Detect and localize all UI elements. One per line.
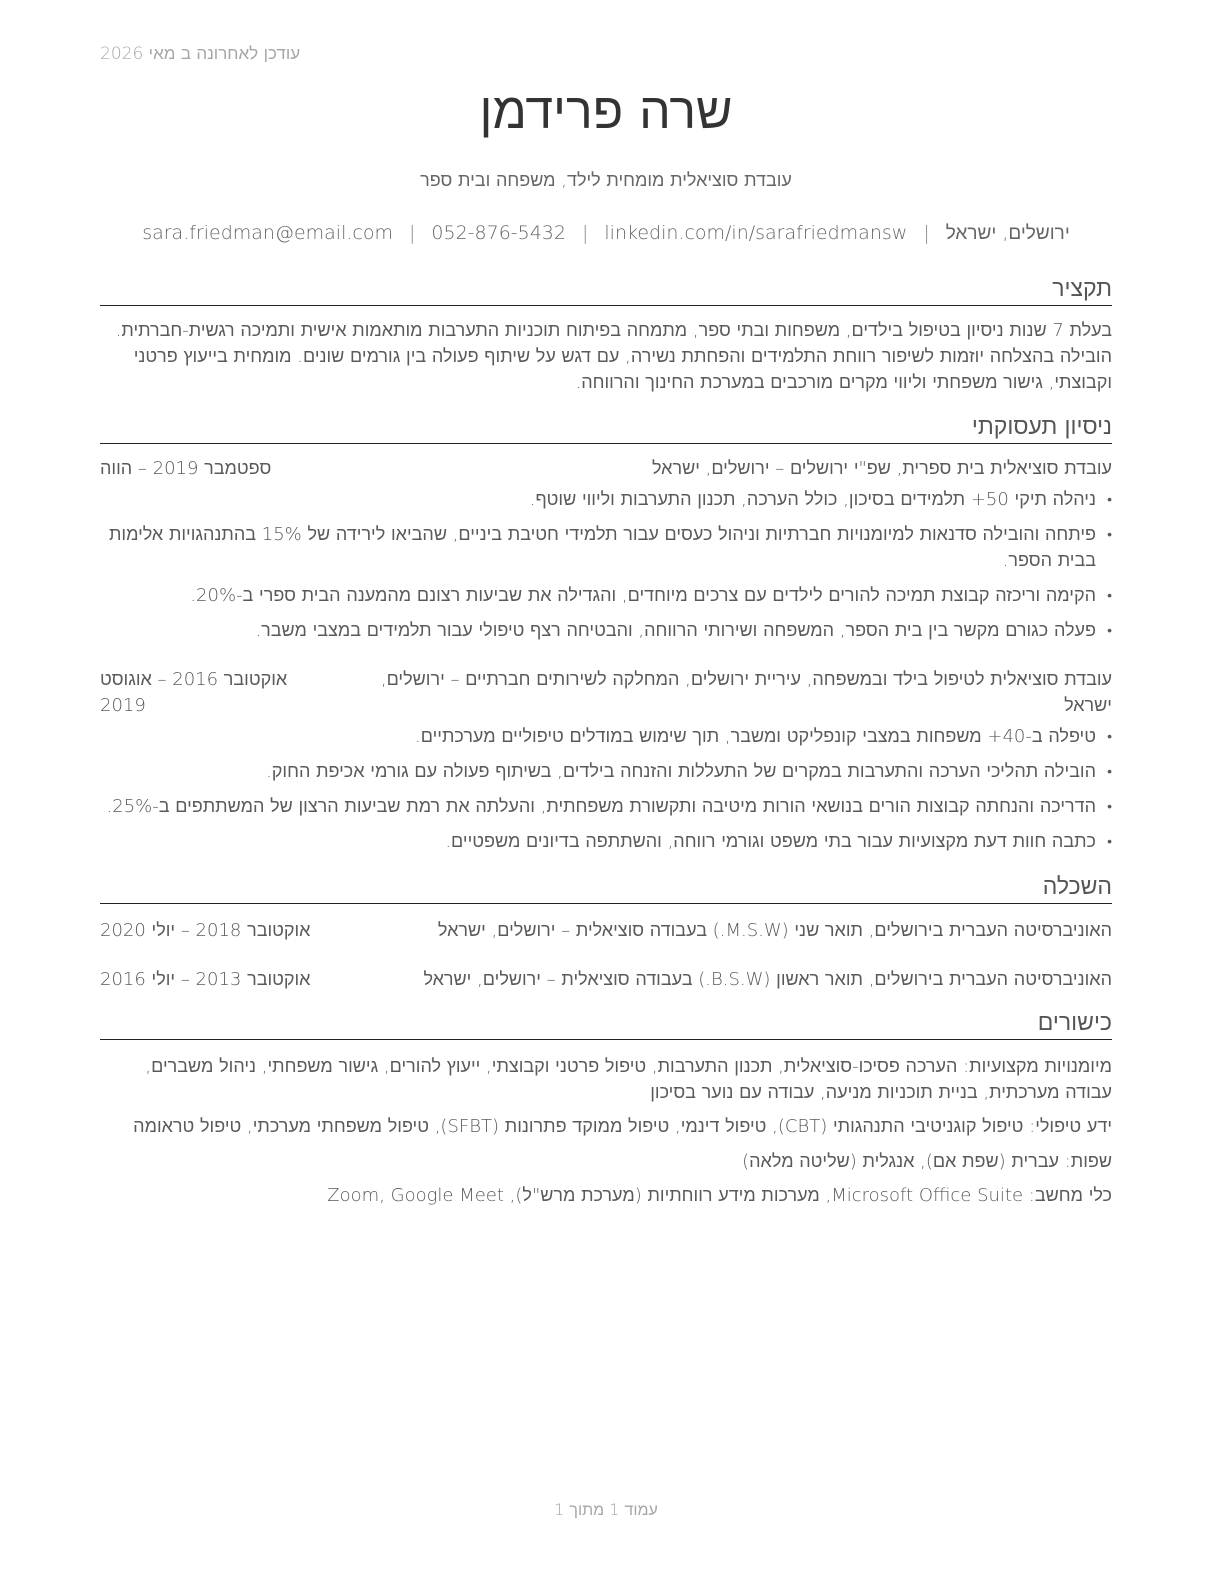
contact-separator: | [923,222,930,244]
education-1-dates: אוקטובר 2018 – יולי 2020 [100,920,311,941]
list-item: • פעלה כגורם מקשר בין בית הספר, המשפחה ושירותי הרווחה, והבטיחה רצף טיפולי עבור תלמידים במצבי משבר. [100,618,1112,644]
education-row-1 [100,918,1112,944]
list-item: • הקימה וריכזה קבוצת תמיכה להורים לילדים עם צרכים מיוחדים, והגדילה את שביעות רצונם מהמענה הבית ספרי ב-20%. [100,583,1112,609]
last-updated: עודכן לאחרונה ב מאי 2026 [100,44,301,64]
list-item: • ניהלה תיקי 50+ תלמידים בסיכון, כולל הערכה, תכנון התערבות וליווי שוטף. [100,487,1112,513]
candidate-name: שרה פרידמן [479,82,733,140]
skill-therapeutic: ידע טיפולי: טיפול קוגניטיבי התנהגותי (CBT), טיפול דינמי, טיפול ממוקד פתרונות (SFBT), טיפול משפחתי מערכתי, טיפול טראומה [133,1116,1112,1137]
contact-separator: | [582,222,589,244]
job-2-header [100,667,1112,719]
job-2-dates: אוקטובר 2016 – אוגוסט 2019 [100,669,288,716]
job-2-bullets [100,724,1112,864]
job-1-dates: ספטמבר 2019 – הווה [100,458,272,479]
skill-languages: שפות: עברית (שפת אם), אנגלית (שליטה מלאה) [742,1151,1112,1172]
education-1-degree: האוניברסיטה העברית בירושלים, תואר שני (M.S.W.) בעבודה סוציאלית – ירושלים, ישראל [437,920,1112,941]
education-2-degree: האוניברסיטה העברית בירושלים, תואר ראשון (B.S.W.) בעבודה סוציאלית – ירושלים, ישראל [423,969,1112,990]
job-1-title: עובדת סוציאלית בית ספרית, שפ"י ירושלים – ירושלים, ישראל [651,458,1112,479]
contact-email[interactable]: sara.friedman@email.com [142,222,393,244]
education-heading: השכלה [100,872,1112,904]
job-2-title: עובדת סוציאלית לטיפול בילד ובמשפחה, עיריית ירושלים, המחלקה לשירותים חברתיים – ירושלים, ישראל [380,669,1112,716]
contact-linkedin[interactable]: linkedin.com/in/sarafriedmansw [604,222,908,244]
education-2-dates: אוקטובר 2013 – יולי 2016 [100,969,311,990]
summary-text: בעלת 7 שנות ניסיון בטיפול בילדים, משפחות ובתי ספר, מתמחה בפיתוח תוכניות התערבות מותאמות אישית ותמיכה רגשית-חברתית. הובילה בהצלחה יוזמות לשיפור רווחת התלמידים והפחתת נשירה, עם דגש על שיתוף פעולה בין גורמים שונים. מומחית בייעוץ פרטני וקבוצתי, גישור משפחתי וליווי מקרים מורכבים במערכת החינוך והרווחה. [115,320,1112,393]
page-number: עמוד 1 מתוך 1 [554,1500,658,1519]
contact-phone: 052-876-5432 [431,222,566,244]
job-1-bullets [100,487,1112,653]
skills-heading: כישורים [100,1008,1112,1040]
experience-heading: ניסיון תעסוקתי [100,412,1112,444]
list-item: • הדריכה והנחתה קבוצות הורים בנושאי הורות מיטיבה ותקשורת משפחתית, והעלתה את רמת שביעות הרצון של המשתתפים ב-25%. [100,794,1112,820]
job-1-header [100,456,1112,482]
list-item: • טיפלה ב-40+ משפחות במצבי קונפליקט ומשבר, תוך שימוש במודלים טיפוליים מערכתיים. [100,724,1112,750]
contact-line [100,222,1112,245]
skill-computer: כלי מחשב: Microsoft Office Suite, מערכות מידע רווחתיות (מערכת מרש"ל), Zoom, Google Meet [327,1185,1112,1206]
resume-page [100,0,1112,1584]
skill-professional: מיומנויות מקצועיות: הערכה פסיכו-סוציאלית, תכנון התערבות, טיפול פרטני וקבוצתי, ייעוץ להורים, גישור משפחתי, ניהול משברים, עבודה מערכתית, בניית תוכניות מניעה, עבודה עם נוער בסיכון [145,1056,1112,1103]
contact-separator: | [408,222,416,244]
contact-location: ירושלים, ישראל [945,222,1070,244]
list-item: • פיתחה והובילה סדנאות למיומנויות חברתיות וניהול כעסים עבור תלמידי חטיבת ביניים, שהביאו לירידה של 15% בהתנהגויות אלימות בבית הספר. [100,522,1112,574]
list-item: • כתבה חוות דעת מקצועיות עבור בתי משפט וגורמי רווחה, והשתתפה בדיונים משפטיים. [100,829,1112,855]
summary-heading: תקציר [100,274,1112,306]
list-item: • הובילה תהליכי הערכה והתערבות במקרים של התעללות והזנחה בילדים, בשיתוף פעולה עם גורמי אכיפת החוק. [100,759,1112,785]
education-row-2 [100,967,1112,993]
candidate-subtitle: עובדת סוציאלית מומחית לילד, משפחה ובית ספר [420,170,792,191]
